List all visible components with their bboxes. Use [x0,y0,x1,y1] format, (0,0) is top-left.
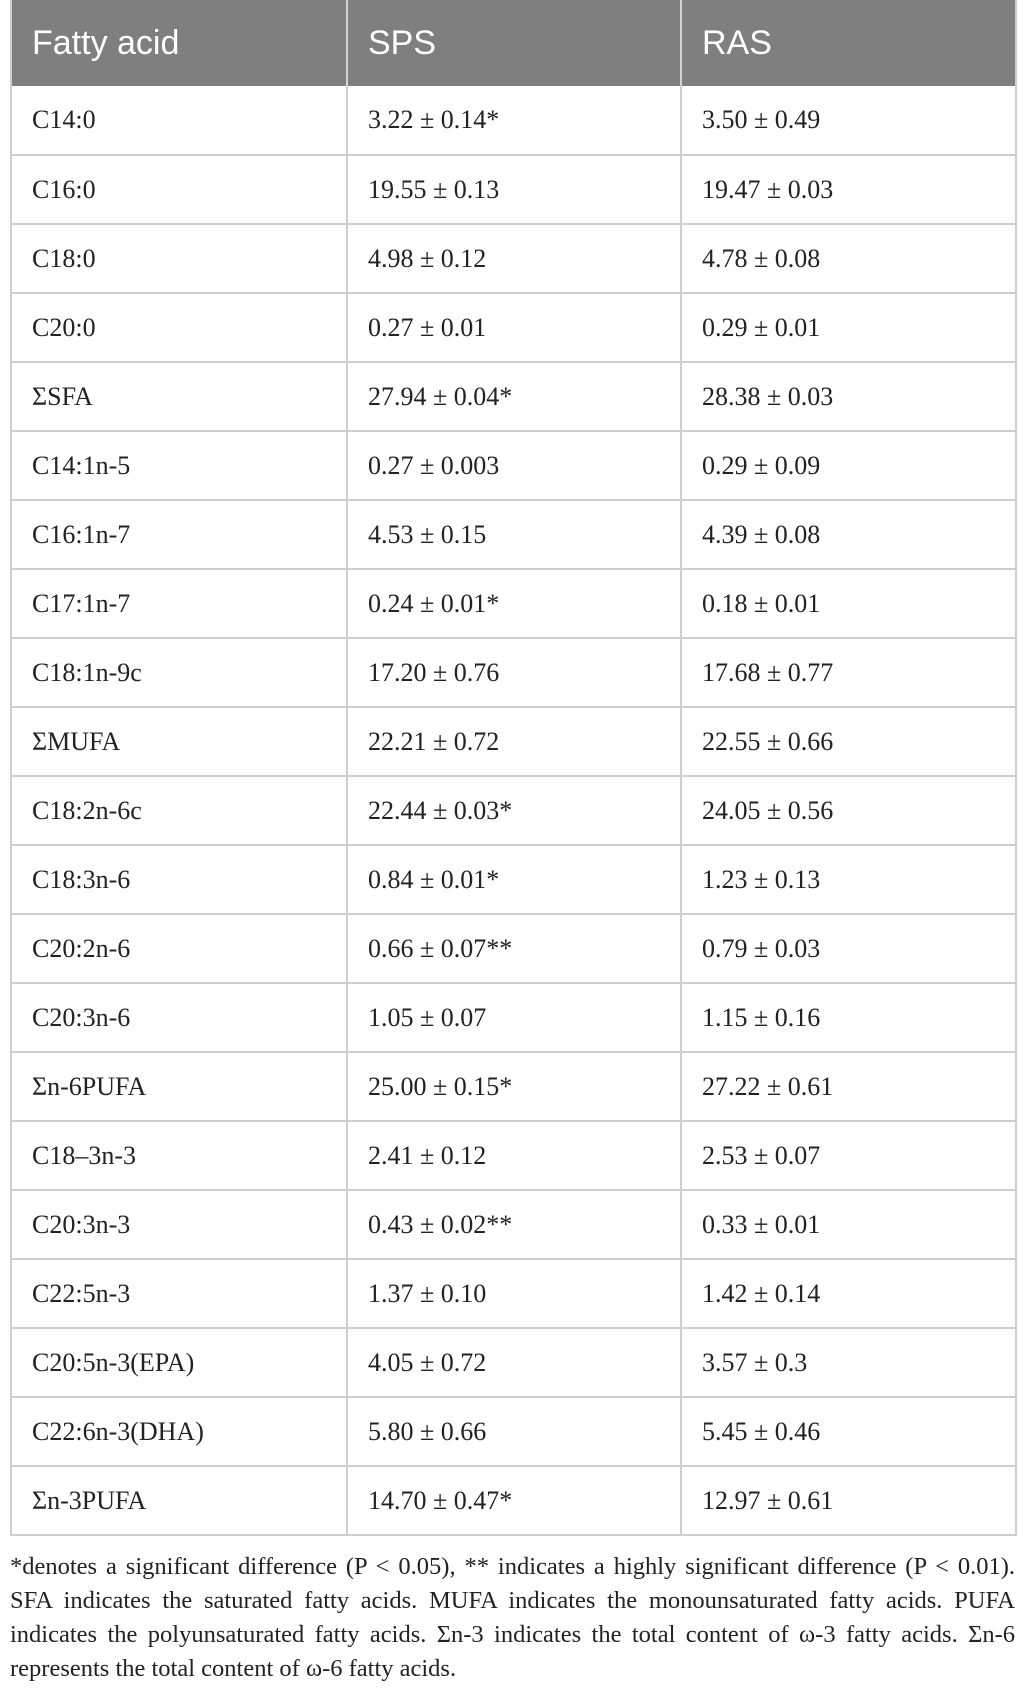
cell-fatty-acid: C22:6n-3(DHA) [11,1397,347,1466]
cell-fatty-acid: C20:3n-3 [11,1190,347,1259]
cell-ras: 1.42 ± 0.14 [681,1259,1016,1328]
table-body [11,86,1016,1535]
cell-sps: 1.37 ± 0.10 [347,1259,681,1328]
cell-sps: 0.66 ± 0.07** [347,914,681,983]
cell-fatty-acid: C18:2n-6c [11,776,347,845]
cell-fatty-acid: C14:0 [11,86,347,155]
cell-ras: 12.97 ± 0.61 [681,1466,1016,1535]
table-footnote: *denotes a significant difference (P < 0.05), ** indicates a highly significant difference (P < 0.01). SFA indicates the saturated fatty acids. MUFA indicates the monounsaturated fatty acids. PUFA indicates the polyunsaturated fatty acids. Σn-3 indicates the total content of ω-3 fatty acids. Σn-6 represents the total content of ω-6 fatty acids. [10,1553,1015,1682]
cell-fatty-acid: Σn-3PUFA [11,1466,347,1535]
cell-sps: 0.84 ± 0.01* [347,845,681,914]
table-row [11,500,1016,569]
cell-ras: 4.39 ± 0.08 [681,500,1016,569]
cell-ras: 0.79 ± 0.03 [681,914,1016,983]
cell-ras: 27.22 ± 0.61 [681,1052,1016,1121]
cell-fatty-acid: C20:0 [11,293,347,362]
table-row [11,1466,1016,1535]
cell-fatty-acid: C17:1n-7 [11,569,347,638]
header-row [11,0,1016,86]
cell-fatty-acid: ΣSFA [11,362,347,431]
cell-ras: 24.05 ± 0.56 [681,776,1016,845]
cell-fatty-acid: C16:0 [11,155,347,224]
cell-sps: 0.43 ± 0.02** [347,1190,681,1259]
cell-fatty-acid: C18:1n-9c [11,638,347,707]
table-row [11,845,1016,914]
cell-ras: 0.18 ± 0.01 [681,569,1016,638]
table-row [11,1259,1016,1328]
cell-sps: 4.98 ± 0.12 [347,224,681,293]
cell-sps: 17.20 ± 0.76 [347,638,681,707]
cell-fatty-acid: C14:1n-5 [11,431,347,500]
cell-ras: 0.29 ± 0.01 [681,293,1016,362]
cell-fatty-acid: C18:0 [11,224,347,293]
cell-sps: 3.22 ± 0.14* [347,86,681,155]
cell-sps: 5.80 ± 0.66 [347,1397,681,1466]
cell-sps: 22.21 ± 0.72 [347,707,681,776]
cell-fatty-acid: ΣMUFA [11,707,347,776]
cell-sps: 2.41 ± 0.12 [347,1121,681,1190]
header-ras: RAS [681,0,1016,86]
table-row [11,1397,1016,1466]
table-row [11,569,1016,638]
cell-ras: 3.57 ± 0.3 [681,1328,1016,1397]
cell-fatty-acid: C16:1n-7 [11,500,347,569]
cell-sps: 0.27 ± 0.003 [347,431,681,500]
cell-fatty-acid: C20:2n-6 [11,914,347,983]
cell-ras: 19.47 ± 0.03 [681,155,1016,224]
table-header [11,0,1016,86]
cell-sps: 25.00 ± 0.15* [347,1052,681,1121]
cell-ras: 2.53 ± 0.07 [681,1121,1016,1190]
cell-fatty-acid: C18:3n-6 [11,845,347,914]
table-row [11,914,1016,983]
cell-fatty-acid: C18–3n-3 [11,1121,347,1190]
table-row [11,707,1016,776]
cell-fatty-acid: C20:3n-6 [11,983,347,1052]
table-row [11,983,1016,1052]
header-fatty-acid: Fatty acid [11,0,347,86]
cell-sps: 19.55 ± 0.13 [347,155,681,224]
table-row [11,1052,1016,1121]
header-sps: SPS [347,0,681,86]
cell-sps: 0.24 ± 0.01* [347,569,681,638]
cell-ras: 0.33 ± 0.01 [681,1190,1016,1259]
cell-sps: 22.44 ± 0.03* [347,776,681,845]
table-row [11,776,1016,845]
table-row [11,86,1016,155]
cell-ras: 3.50 ± 0.49 [702,105,821,134]
cell-sps: 4.05 ± 0.72 [347,1328,681,1397]
table-row [11,431,1016,500]
cell-fatty-acid: Σn-6PUFA [11,1052,347,1121]
cell-fatty-acid: C22:5n-3 [11,1259,347,1328]
cell-sps: 0.27 ± 0.01 [347,293,681,362]
table-row [11,1121,1016,1190]
table-row [11,1328,1016,1397]
cell-sps: 1.05 ± 0.07 [347,983,681,1052]
table-row [11,293,1016,362]
table-row [11,362,1016,431]
cell-sps: 14.70 ± 0.47* [347,1466,681,1535]
cell-ras: 4.78 ± 0.08 [681,224,1016,293]
table-row [11,638,1016,707]
cell-ras: 1.23 ± 0.13 [681,845,1016,914]
table-row [11,155,1016,224]
cell-fatty-acid: C20:5n-3(EPA) [11,1328,347,1397]
cell-ras: 1.15 ± 0.16 [681,983,1016,1052]
table-row [11,1190,1016,1259]
fatty-acid-table [10,0,1017,1536]
table-row [11,224,1016,293]
cell-sps: 27.94 ± 0.04* [347,362,681,431]
cell-ras: 22.55 ± 0.66 [681,707,1016,776]
cell-sps: 4.53 ± 0.15 [347,500,681,569]
cell-ras: 0.29 ± 0.09 [681,431,1016,500]
cell-ras: 28.38 ± 0.03 [681,362,1016,431]
table-container [10,0,1015,1686]
cell-ras: 17.68 ± 0.77 [681,638,1016,707]
cell-ras: 5.45 ± 0.46 [681,1397,1016,1466]
